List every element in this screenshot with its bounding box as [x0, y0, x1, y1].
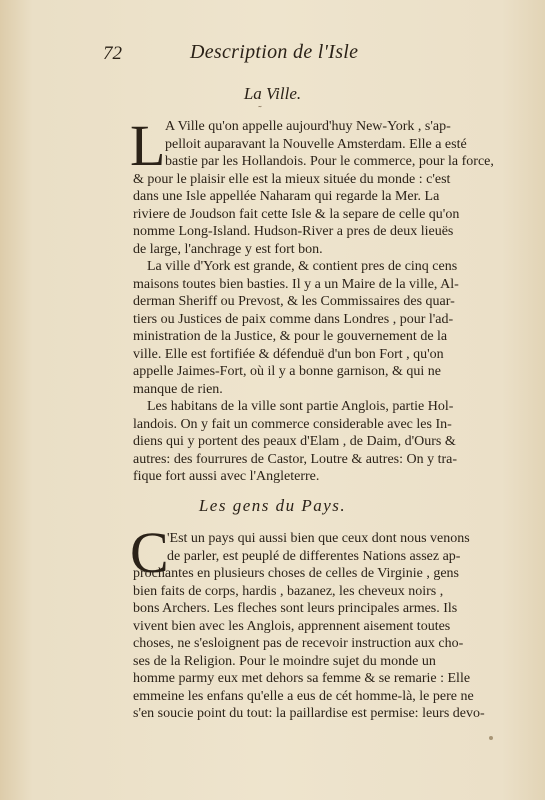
text-line: s'en soucie point du tout: la paillardise est permise: leurs devo- — [133, 706, 485, 721]
ornament-mark: ˜ — [258, 104, 262, 116]
text-line: de parler, est peuplé de differentes Nations assez ap- — [167, 548, 461, 564]
text-line: tiers ou Justices de paix comme dans Londres , pour l'ad- — [133, 311, 454, 327]
running-head: Description de l'Isle — [190, 41, 359, 63]
text-line: de large, l'anchrage y est fort bon. — [133, 241, 323, 257]
drop-cap-c: C — [130, 520, 169, 585]
paper-speck — [489, 736, 493, 740]
text-line: manque de rien. — [133, 381, 223, 397]
text-line: pelloit auparavant la Nouvelle Amsterdam. Elle a esté — [165, 136, 467, 152]
text-line: & pour le plaisir elle est la mieux située du monde : c'est — [133, 171, 451, 187]
text-line: diens qui y portent des peaux d'Elam , de Daim, d'Ours & — [133, 434, 456, 449]
text-line: derman Sheriff ou Prevost, & les Commissaires des quar- — [133, 294, 455, 309]
paragraph-3 — [133, 398, 543, 486]
text-line: maisons toutes bien basties. Il y a un Maire de la ville, Al- — [133, 276, 459, 292]
text-line: Les habitans de la ville sont partie Anglois, partie Hol- — [147, 399, 454, 414]
paragraph-2 — [133, 258, 543, 398]
section-title-les-gens-du-pays: Les gens du Pays. — [198, 496, 347, 515]
text-line: fique fort aussi avec l'Angleterre. — [133, 469, 320, 484]
text-line: bons Archers. Les fleches sont leurs principales armes. Ils — [133, 601, 458, 616]
text-line: prochantes en plusieurs choses de celles de Virginie , gens — [133, 566, 459, 581]
text-line: ses de la Religion. Pour le moindre sujet du monde un — [133, 653, 436, 669]
text-line: dans une Isle appellée Naharam qui regarde la Mer. La — [133, 189, 440, 204]
text-line: vivent bien avec les Anglois, apprennent aisement toutes — [133, 618, 451, 634]
text-line: La ville d'York est grande, & contient pres de cinq cens — [147, 259, 458, 274]
text-line: ministration de la Justice, & pour le gouvernement de la — [133, 329, 448, 344]
page-number: 72 — [103, 43, 122, 64]
paragraph-4 — [133, 530, 543, 723]
text-line: homme parmy eux met dehors sa femme & se remarie : Elle — [133, 671, 471, 686]
text-line: appelle Jaimes-Fort, où il y a bonne garnison, & qui ne — [133, 364, 441, 379]
text-line: ville. Elle est fortifiée & défenduë d'un bon Fort , qu'on — [133, 346, 444, 362]
text-line: nomme Long-Island. Hudson-River a pres de deux lieuës — [133, 224, 454, 239]
section-title-la-ville: La Ville. — [243, 84, 302, 103]
text-line: bien faits de corps, hardis , bazanez, les cheveux noirs , — [133, 583, 444, 599]
text-line: emmeine les enfans qu'elle a eus de cét homme-là, le pere ne — [133, 688, 474, 704]
text-line: choses, ne s'esloignent pas de recevoir instruction aux cho- — [133, 636, 464, 651]
text-line: A Ville qu'on appelle aujourd'huy New-York , s'ap- — [165, 119, 451, 134]
text-line: riviere de Joudson fait cette Isle & la separe de celle qu'on — [133, 206, 460, 222]
drop-cap-l: L — [130, 113, 166, 178]
paragraph-1 — [133, 118, 543, 258]
text-line: landois. On y fait un commerce considerable avec les In- — [133, 416, 452, 432]
text-line: 'Est un pays qui aussi bien que ceux dont nous venons — [167, 531, 470, 546]
text-line: bastie par les Hollandois. Pour le commerce, pour la force, — [165, 154, 494, 169]
text-line: autres: des fourrures de Castor, Loutre & autres: On y tra- — [133, 451, 458, 467]
